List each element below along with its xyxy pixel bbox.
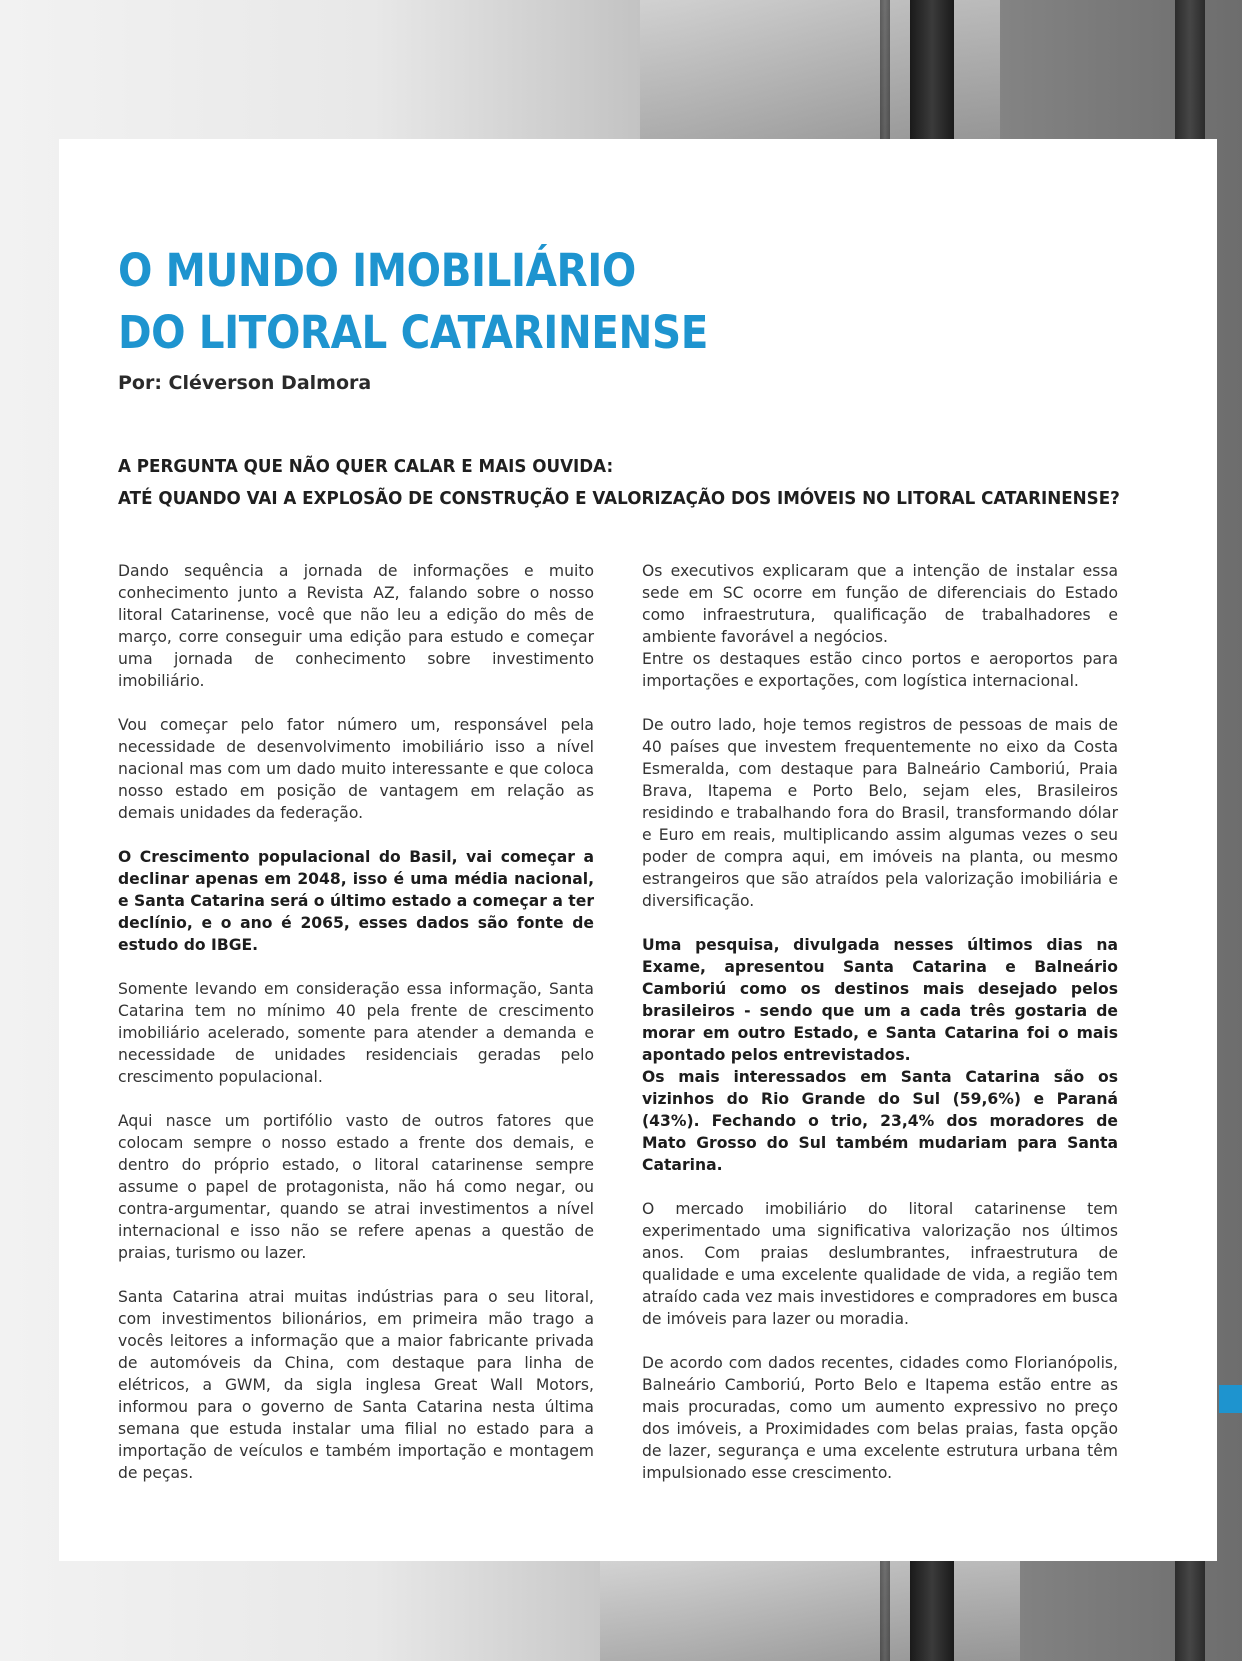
left-column [118, 560, 594, 1506]
article-author: Por: Cléverson Dalmora [118, 372, 372, 394]
question-line-2: ATÉ QUANDO VAI A EXPLOSÃO DE CONSTRUÇÃO E VALORIZAÇÃO DOS IMÓVEIS NO LITORAL CATARINENSE? [118, 488, 1120, 509]
paragraph: De outro lado, hoje temos registros de pessoas de mais de 40 países que investem frequentemente no eixo da Costa Esmeralda, com destaque para Balneário Camboriú, Praia Brava, Itapema e Porto Belo, sejam eles, Brasileiros residindo e trabalhando fora do Brasil, transformando dólar e Euro em reais, multiplicando assim algumas vezes o seu poder de compra aqui, em imóveis na planta, ou mesmo estrangeiros que são atraídos pela valorização imobiliária e diversificação. [642, 716, 1118, 910]
paragraph: Entre os destaques estão cinco portos e aeroportos para importações e exportações, com logística internacional. [642, 650, 1118, 690]
article-question [118, 451, 1120, 515]
background-glass-panel-lower [600, 1561, 1020, 1661]
paragraph-bold: Os mais interessados em Santa Catarina são os vizinhos do Rio Grande do Sul (59,6%) e Paraná (43%). Fechando o trio, 23,4% dos moradores de Mato Grosso do Sul também mudariam para Santa Catarina. [642, 1068, 1118, 1174]
paragraph: Dando sequência a jornada de informações e muito conhecimento junto a Revista AZ, falando sobre o nosso litoral Catarinense, você que não leu a edição do mês de março, corre conseguir uma edição para estudo e começar uma jornada de conhecimento sobre investimento imobiliário. [118, 562, 594, 690]
paragraph-bold: O Crescimento populacional do Basil, vai começar a declinar apenas em 2048, isso é uma média nacional, e Santa Catarina será o último estado a começar a ter declínio, e o ano é 2065, esses dados são fonte de estudo do IBGE. [118, 848, 595, 954]
paragraph: De acordo com dados recentes, cidades como Florianópolis, Balneário Camboriú, Porto Belo e Itapema estão entre as mais procuradas, como um aumento expressivo no preço dos imóveis, a Proximidades com belas praias, fasta opção de lazer, segurança e uma excelente estrutura urbana têm impulsionado esse crescimento. [642, 1354, 1118, 1482]
article-title [118, 240, 708, 364]
paragraph: Aqui nasce um portifólio vasto de outros fatores que colocam sempre o nosso estado a frente dos demais, e dentro do próprio estado, o litoral catarinense sempre assume o papel de protagonista, não há como negar, ou contra-argumentar, quando se atrai investimentos a nível internacional e isso não se refere apenas a questão de praias, turismo ou lazer. [118, 1112, 594, 1262]
paragraph: O mercado imobiliário do litoral catarinense tem experimentado uma significativa valorização nos últimos anos. Com praias deslumbrantes, infraestrutura de qualidade e uma excelente qualidade de vida, a região tem atraído cada vez mais investidores e compradores em busca de imóveis para lazer ou moradia. [642, 1200, 1118, 1328]
paragraph: Santa Catarina atrai muitas indústrias para o seu litoral, com investimentos bilionários, em primeira mão trago a vocês leitores a informação que a maior fabricante privada de automóveis da China, com destaque para linha de elétricos, a GWM, da sigla inglesa Great Wall Motors, informou para o governo de Santa Catarina nesta última semana que estuda instalar uma filial no estado para a importação de veículos e também importação e montagem de peças. [118, 1288, 594, 1482]
paragraph-bold: Uma pesquisa, divulgada nesses últimos dias na Exame, apresentou Santa Catarina e Balneário Camboriú como os destinos mais desejado pelos brasileiros - sendo que um a cada três gostaria de morar em outro Estado, e Santa Catarina foi o mais apontado pelos entrevistados. [642, 936, 1118, 1064]
paragraph: Os executivos explicaram que a intenção de instalar essa sede em SC ocorre em função de diferenciais do Estado como infraestrutura, qualificação de trabalhadores e ambiente favorável a negócios. [642, 562, 1118, 646]
paragraph: Somente levando em consideração essa informação, Santa Catarina tem no mínimo 40 pela frente de crescimento imobiliário acelerado, somente para atender a demanda e necessidade de unidades residenciais geradas pelo crescimento populacional. [118, 980, 594, 1086]
right-column [642, 560, 1118, 1506]
question-line-1: A PERGUNTA QUE NÃO QUER CALAR E MAIS OUVIDA: [118, 456, 614, 477]
page-tab-marker [1219, 1385, 1242, 1413]
paragraph: Vou começar pelo fator número um, responsável pela necessidade de desenvolvimento imobiliário isso a nível nacional mas com um dado muito interessante e que coloca nosso estado em posição de vantagem em relação as demais unidades da federação. [118, 716, 594, 822]
title-line-2: DO LITORAL CATARINENSE [118, 306, 708, 359]
title-line-1: O MUNDO IMOBILIÁRIO [118, 244, 636, 297]
